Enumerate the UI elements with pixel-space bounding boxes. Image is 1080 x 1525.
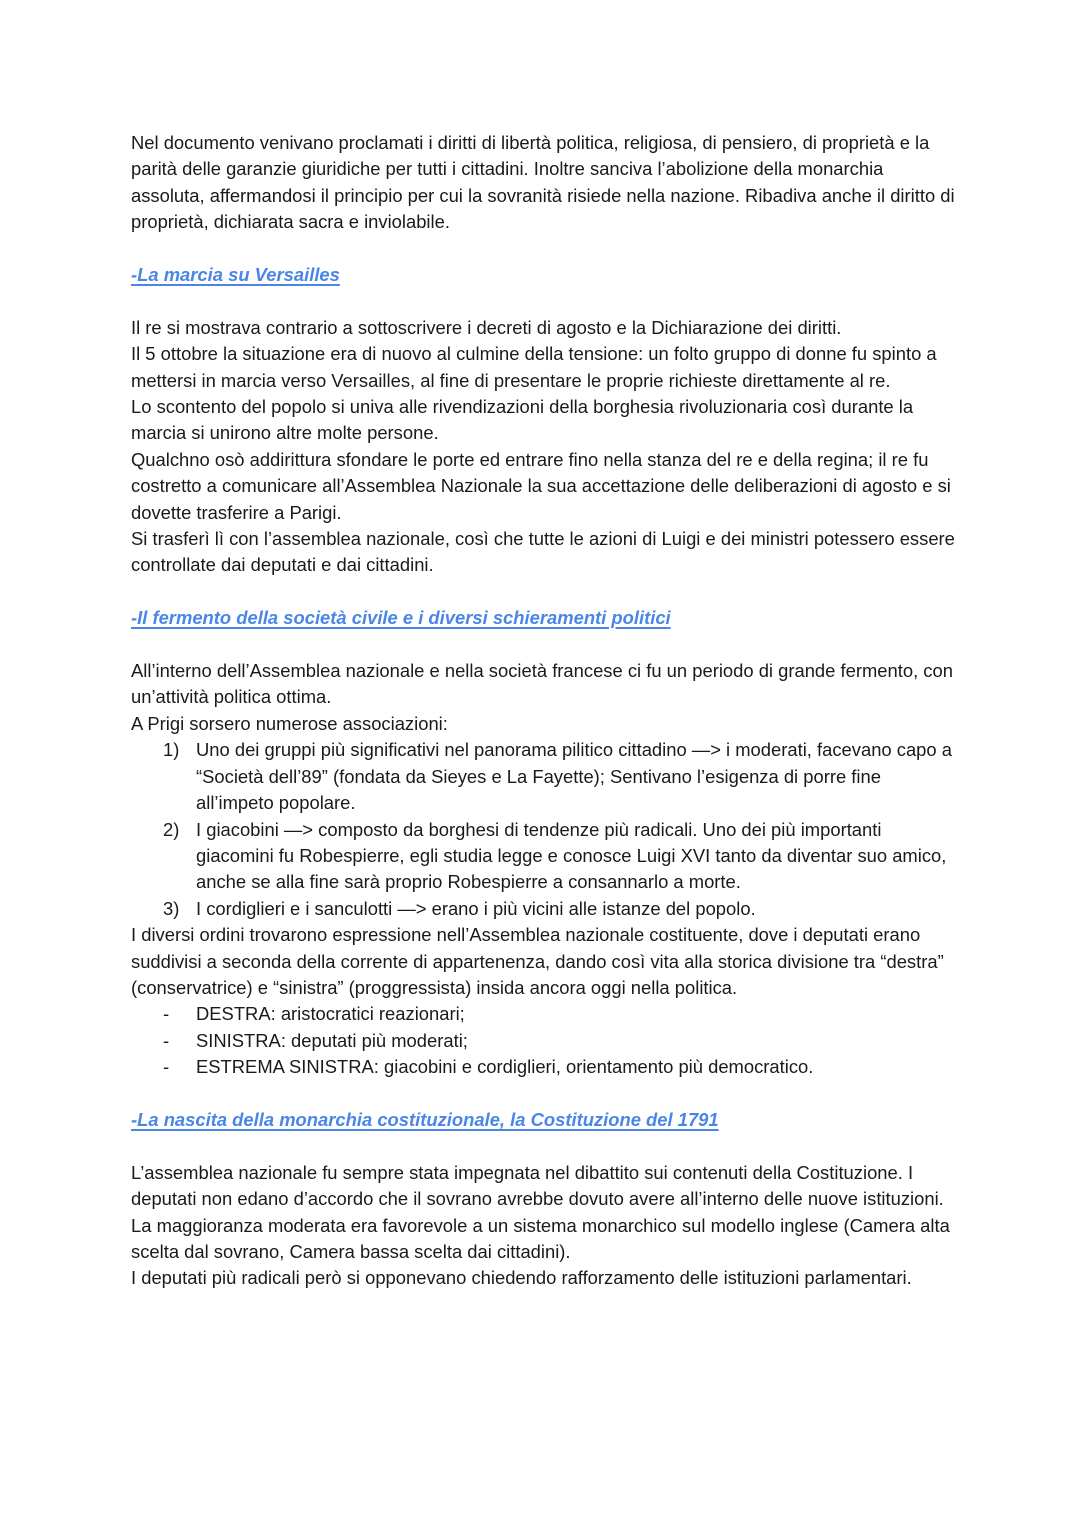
list-number: 3) bbox=[163, 897, 180, 919]
paragraph: Il re si mostrava contrario a sottoscrivere i decreti di agosto e la Dichiarazione dei diritti. bbox=[131, 316, 842, 338]
list-number: 2) bbox=[163, 818, 180, 840]
list-item-text: DESTRA: aristocratici reazionari; bbox=[196, 1003, 465, 1025]
list-item bbox=[131, 817, 961, 896]
paragraph: Qualchno osò addirittura sfondare le porte ed entrare fino nella stanza del re e della regina; il re fu costretto a comunicare all’Assemblea Nazionale la sua accettazione delle deliberazioni di agosto e si dovette trasferire a Parigi. bbox=[131, 448, 951, 523]
list-item bbox=[131, 737, 961, 816]
list-item-text: I giacobini —> composto da borghesi di tendenze più radicali. Uno dei più importanti giacomini fu Robespierre, egli studia legge e conosce Luigi XVI tanto da diventar suo amico, anche se alla fine sarà proprio Robespierre a consannarlo a morte. bbox=[196, 818, 947, 893]
dash-list bbox=[131, 1001, 961, 1080]
spacer bbox=[131, 1133, 961, 1159]
paragraph: L’assemblea nazionale fu sempre stata impegnata nel dibattito sui contenuti della Costituzione. I deputati non edano d’accordo che il sovrano avrebbe dovuto avere all’interno delle nuove istituzioni. bbox=[131, 1161, 944, 1210]
paragraph: Lo scontento del popolo si univa alle rivendizazioni della borghesia rivoluzionaria così durante la marcia si unirono altre molte persone. bbox=[131, 396, 914, 444]
spacer bbox=[131, 632, 961, 658]
document-page bbox=[131, 130, 961, 1292]
list-item-text: SINISTRA: deputati più moderati; bbox=[196, 1029, 468, 1051]
dash-bullet: - bbox=[163, 1029, 170, 1051]
dash-bullet: - bbox=[163, 1056, 170, 1078]
list-item bbox=[131, 1054, 961, 1080]
list-item-text: I cordiglieri e i sanculotti —> erano i più vicini alle istanze del popolo. bbox=[196, 897, 756, 919]
section-heading-costituzione[interactable]: -La nascita della monarchia costituzionale, la Costituzione del 1791 bbox=[131, 1108, 719, 1130]
spacer bbox=[131, 236, 961, 262]
list-item-text: Uno dei gruppi più significativi nel panorama pilitico cittadino —> i moderati, facevano capo a “Società dell’89” (fondata da Sieyes e La Fayette); Sentivano l’esigenza di porre fine all’impeto popolare. bbox=[196, 739, 952, 814]
spacer bbox=[131, 288, 961, 314]
intro-paragraph: Nel documento venivano proclamati i diritti di libertà politica, religiosa, di pensiero, di proprietà e la parità delle garanzie giuridiche per tutti i cittadini. Inoltre sanciva l’abolizione della monarchia assoluta, affermandosi il principio per cui la sovranità risiede nella nazione. Ribadiva anche il diritto di proprietà, dichiarata sacra e inviolabile. bbox=[131, 132, 955, 233]
section-heading-versailles[interactable]: -La marcia su Versailles bbox=[131, 264, 340, 286]
list-number: 1) bbox=[163, 739, 180, 761]
paragraph: Si trasferì lì con l’assemblea nazionale, così che tutte le azioni di Luigi e dei ministri potessero essere controllate dai deputati e dai cittadini. bbox=[131, 528, 955, 576]
numbered-list bbox=[131, 737, 961, 922]
paragraph: Il 5 ottobre la situazione era di nuovo al culmine della tensione: un folto gruppo di donne fu spinto a mettersi in marcia verso Versailles, al fine di presentare le proprie richieste direttamente al re. bbox=[131, 343, 937, 391]
spacer bbox=[131, 1081, 961, 1107]
paragraph: All’interno dell’Assemblea nazionale e nella società francese ci fu un periodo di grande fermento, con un’attività politica ottima. bbox=[131, 660, 953, 708]
paragraph: I deputati più radicali però si opponevano chiedendo rafforzamento delle istituzioni parlamentari. bbox=[131, 1267, 912, 1289]
list-item bbox=[131, 1028, 961, 1054]
section-heading-fermento[interactable]: -Il fermento della società civile e i diversi schieramenti politici bbox=[131, 607, 671, 629]
list-item bbox=[131, 1001, 961, 1027]
paragraph: La maggioranza moderata era favorevole a un sistema monarchico sul modello inglese (Camera alta scelta dal sovrano, Camera bassa scelta dai cittadini). bbox=[131, 1214, 950, 1262]
paragraph: A Prigi sorsero numerose associazioni: bbox=[131, 712, 448, 734]
spacer bbox=[131, 579, 961, 605]
list-item bbox=[131, 896, 961, 922]
paragraph: I diversi ordini trovarono espressione nell’Assemblea nazionale costituente, dove i deputati erano suddivisi a seconda della corrente di appartenenza, dando così vita alla storica divisione tra “destra” (conservatrice) e “sinistra” (proggressista) insida ancora oggi nella politica. bbox=[131, 924, 944, 998]
dash-bullet: - bbox=[163, 1003, 170, 1025]
list-item-text: ESTREMA SINISTRA: giacobini e cordiglieri, orientamento più democratico. bbox=[196, 1056, 814, 1078]
